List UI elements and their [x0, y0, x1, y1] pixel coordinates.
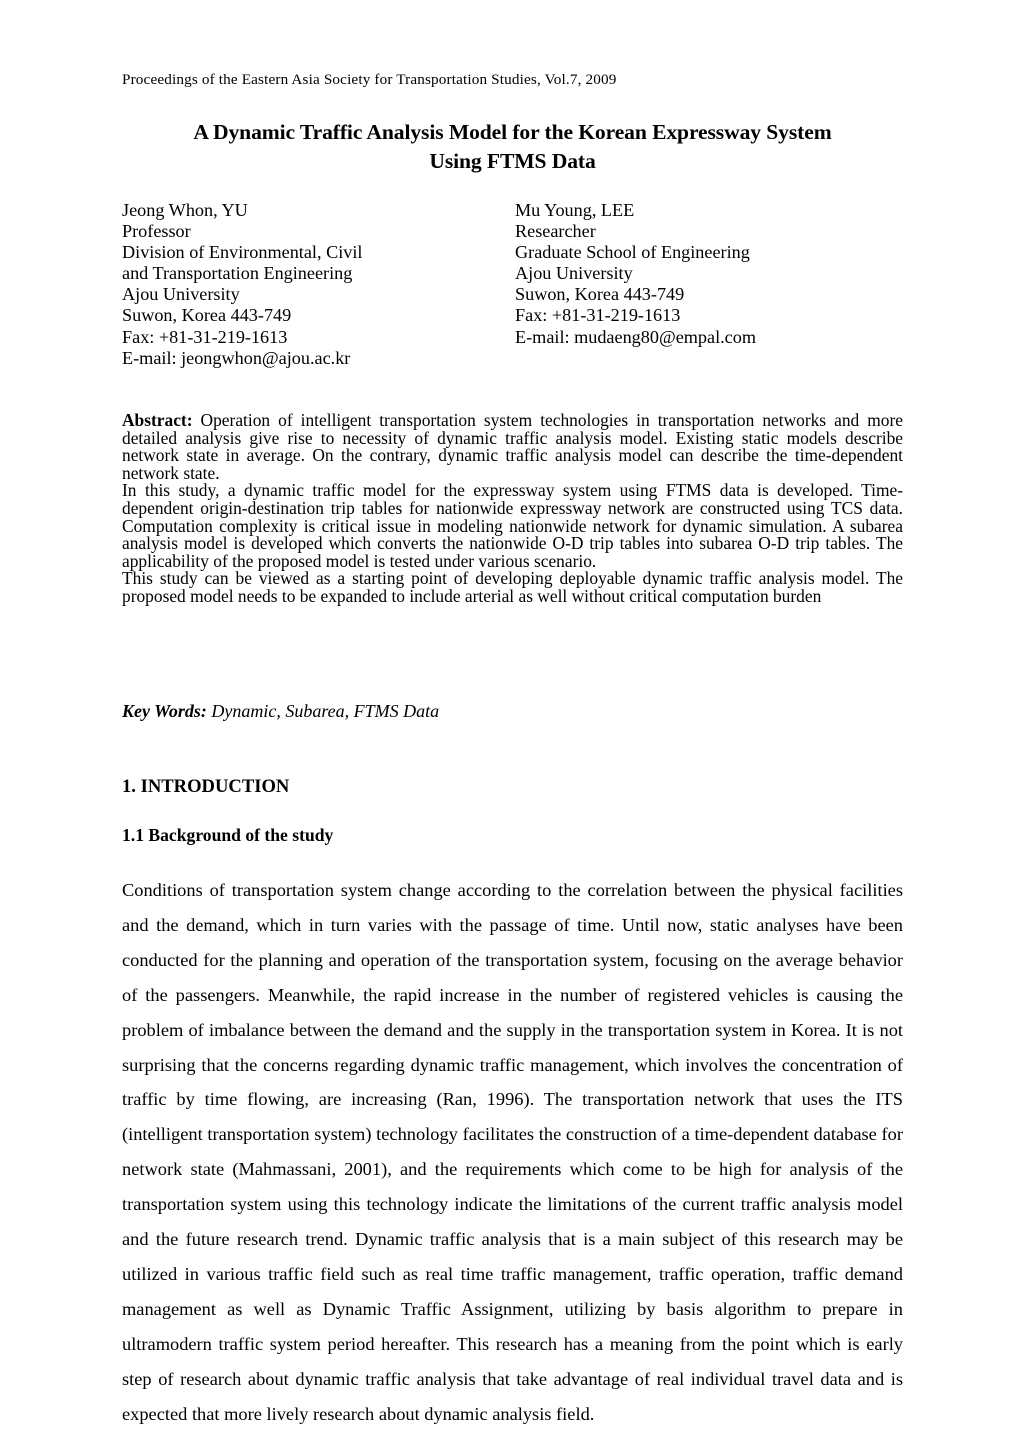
author-university: Ajou University [122, 284, 240, 305]
author-address: Suwon, Korea 443-749 [515, 284, 685, 305]
abstract-label: Abstract: [122, 410, 193, 430]
author-email: E-mail: jeongwhon@ajou.ac.kr [122, 347, 351, 368]
author-fax: Fax: +81-31-219-1613 [515, 305, 681, 326]
title-line-2: Using FTMS Data [429, 149, 596, 173]
body-text-section [122, 873, 903, 1432]
author-column-right [515, 200, 903, 348]
author-affiliation-line-1: Division of Environmental, Civil [122, 242, 363, 263]
abstract-paragraph-2: In this study, a dynamic traffic model for the expressway system using FTMS data is developed. Time-dependent origin-destination trip tables for nationwide expressway network are constructed using TCS data. Computation complexity is critical issue in modeling nationwide network for dynamic simulation. A subarea analysis model is developed which converts the nationwide O-D trip tables into subarea O-D trip tables. The applicability of the proposed model is tested under various scenario. [122, 480, 903, 571]
author-university: Ajou University [515, 263, 633, 284]
author-name: Mu Young, LEE [515, 200, 635, 220]
title-line-1: A Dynamic Traffic Analysis Model for the Korean Expressway System [193, 120, 832, 144]
keywords-terms: Dynamic, Subarea, FTMS Data [206, 701, 440, 721]
abstract-paragraph-1 [122, 412, 903, 482]
section-heading-introduction: 1. INTRODUCTION [122, 776, 290, 797]
author-email: E-mail: mudaeng80@empal.com [515, 326, 756, 347]
author-affiliation-line-2: and Transportation Engineering [122, 263, 353, 284]
author-address: Suwon, Korea 443-749 [122, 305, 292, 326]
author-fax: Fax: +81-31-219-1613 [122, 326, 288, 347]
keywords-label: Key Words: [122, 701, 207, 721]
abstract-section [122, 412, 903, 606]
running-header: Proceedings of the Eastern Asia Society for Transportation Studies, Vol.7, 2009 [122, 71, 617, 88]
subsection-heading-background: 1.1 Background of the study [122, 825, 334, 845]
author-affiliation-line-1: Graduate School of Engineering [515, 242, 750, 263]
author-role: Researcher [515, 221, 596, 242]
page-title [130, 118, 895, 176]
author-role: Professor [122, 221, 191, 242]
author-column-left [122, 200, 512, 369]
abstract-paragraph-1-text: Operation of intelligent transportation system technologies in transportation networks and more detailed analysis give rise to necessity of dynamic traffic analysis model. Existing static models describe network state in average. On the contrary, dynamic traffic analysis model can describe the time-dependent network state. [122, 410, 903, 483]
body-paragraph-1: Conditions of transportation system change according to the correlation between the physical facilities and the demand, which in turn varies with the passage of time. Until now, static analyses have been conducted for the planning and operation of the transportation system, focusing on the average behavior of the passengers. Meanwhile, the rapid increase in the number of registered vehicles is causing the problem of imbalance between the demand and the supply in the transportation system in Korea. It is not surprising that the concerns regarding dynamic traffic management, which involves the concentration of traffic by time flowing, are increasing (Ran, 1996). The transportation network that uses the ITS (intelligent transportation system) technology facilitates the construction of a time-dependent database for network state (Mahmassani, 2001), and the requirements which come to be high for analysis of the transportation system using this technology indicate the limitations of the current traffic analysis model and the future research trend. Dynamic traffic analysis that is a main subject of this research may be utilized in various traffic field such as real time traffic management, traffic operation, traffic demand management as well as Dynamic Traffic Assignment, utilizing by basis algorithm to prepare in ultramodern traffic system period hereafter. This research has a meaning from the point which is early step of research about dynamic traffic analysis that take advantage of real individual travel data and is expected that more lively research about dynamic analysis field. [122, 880, 903, 1424]
keywords-line [122, 700, 903, 722]
author-name: Jeong Whon, YU [122, 200, 248, 220]
abstract-paragraph-3: This study can be viewed as a starting point of developing deployable dynamic traffic analysis model. The proposed model needs to be expanded to include arterial as well without critical computation burden [122, 568, 903, 606]
